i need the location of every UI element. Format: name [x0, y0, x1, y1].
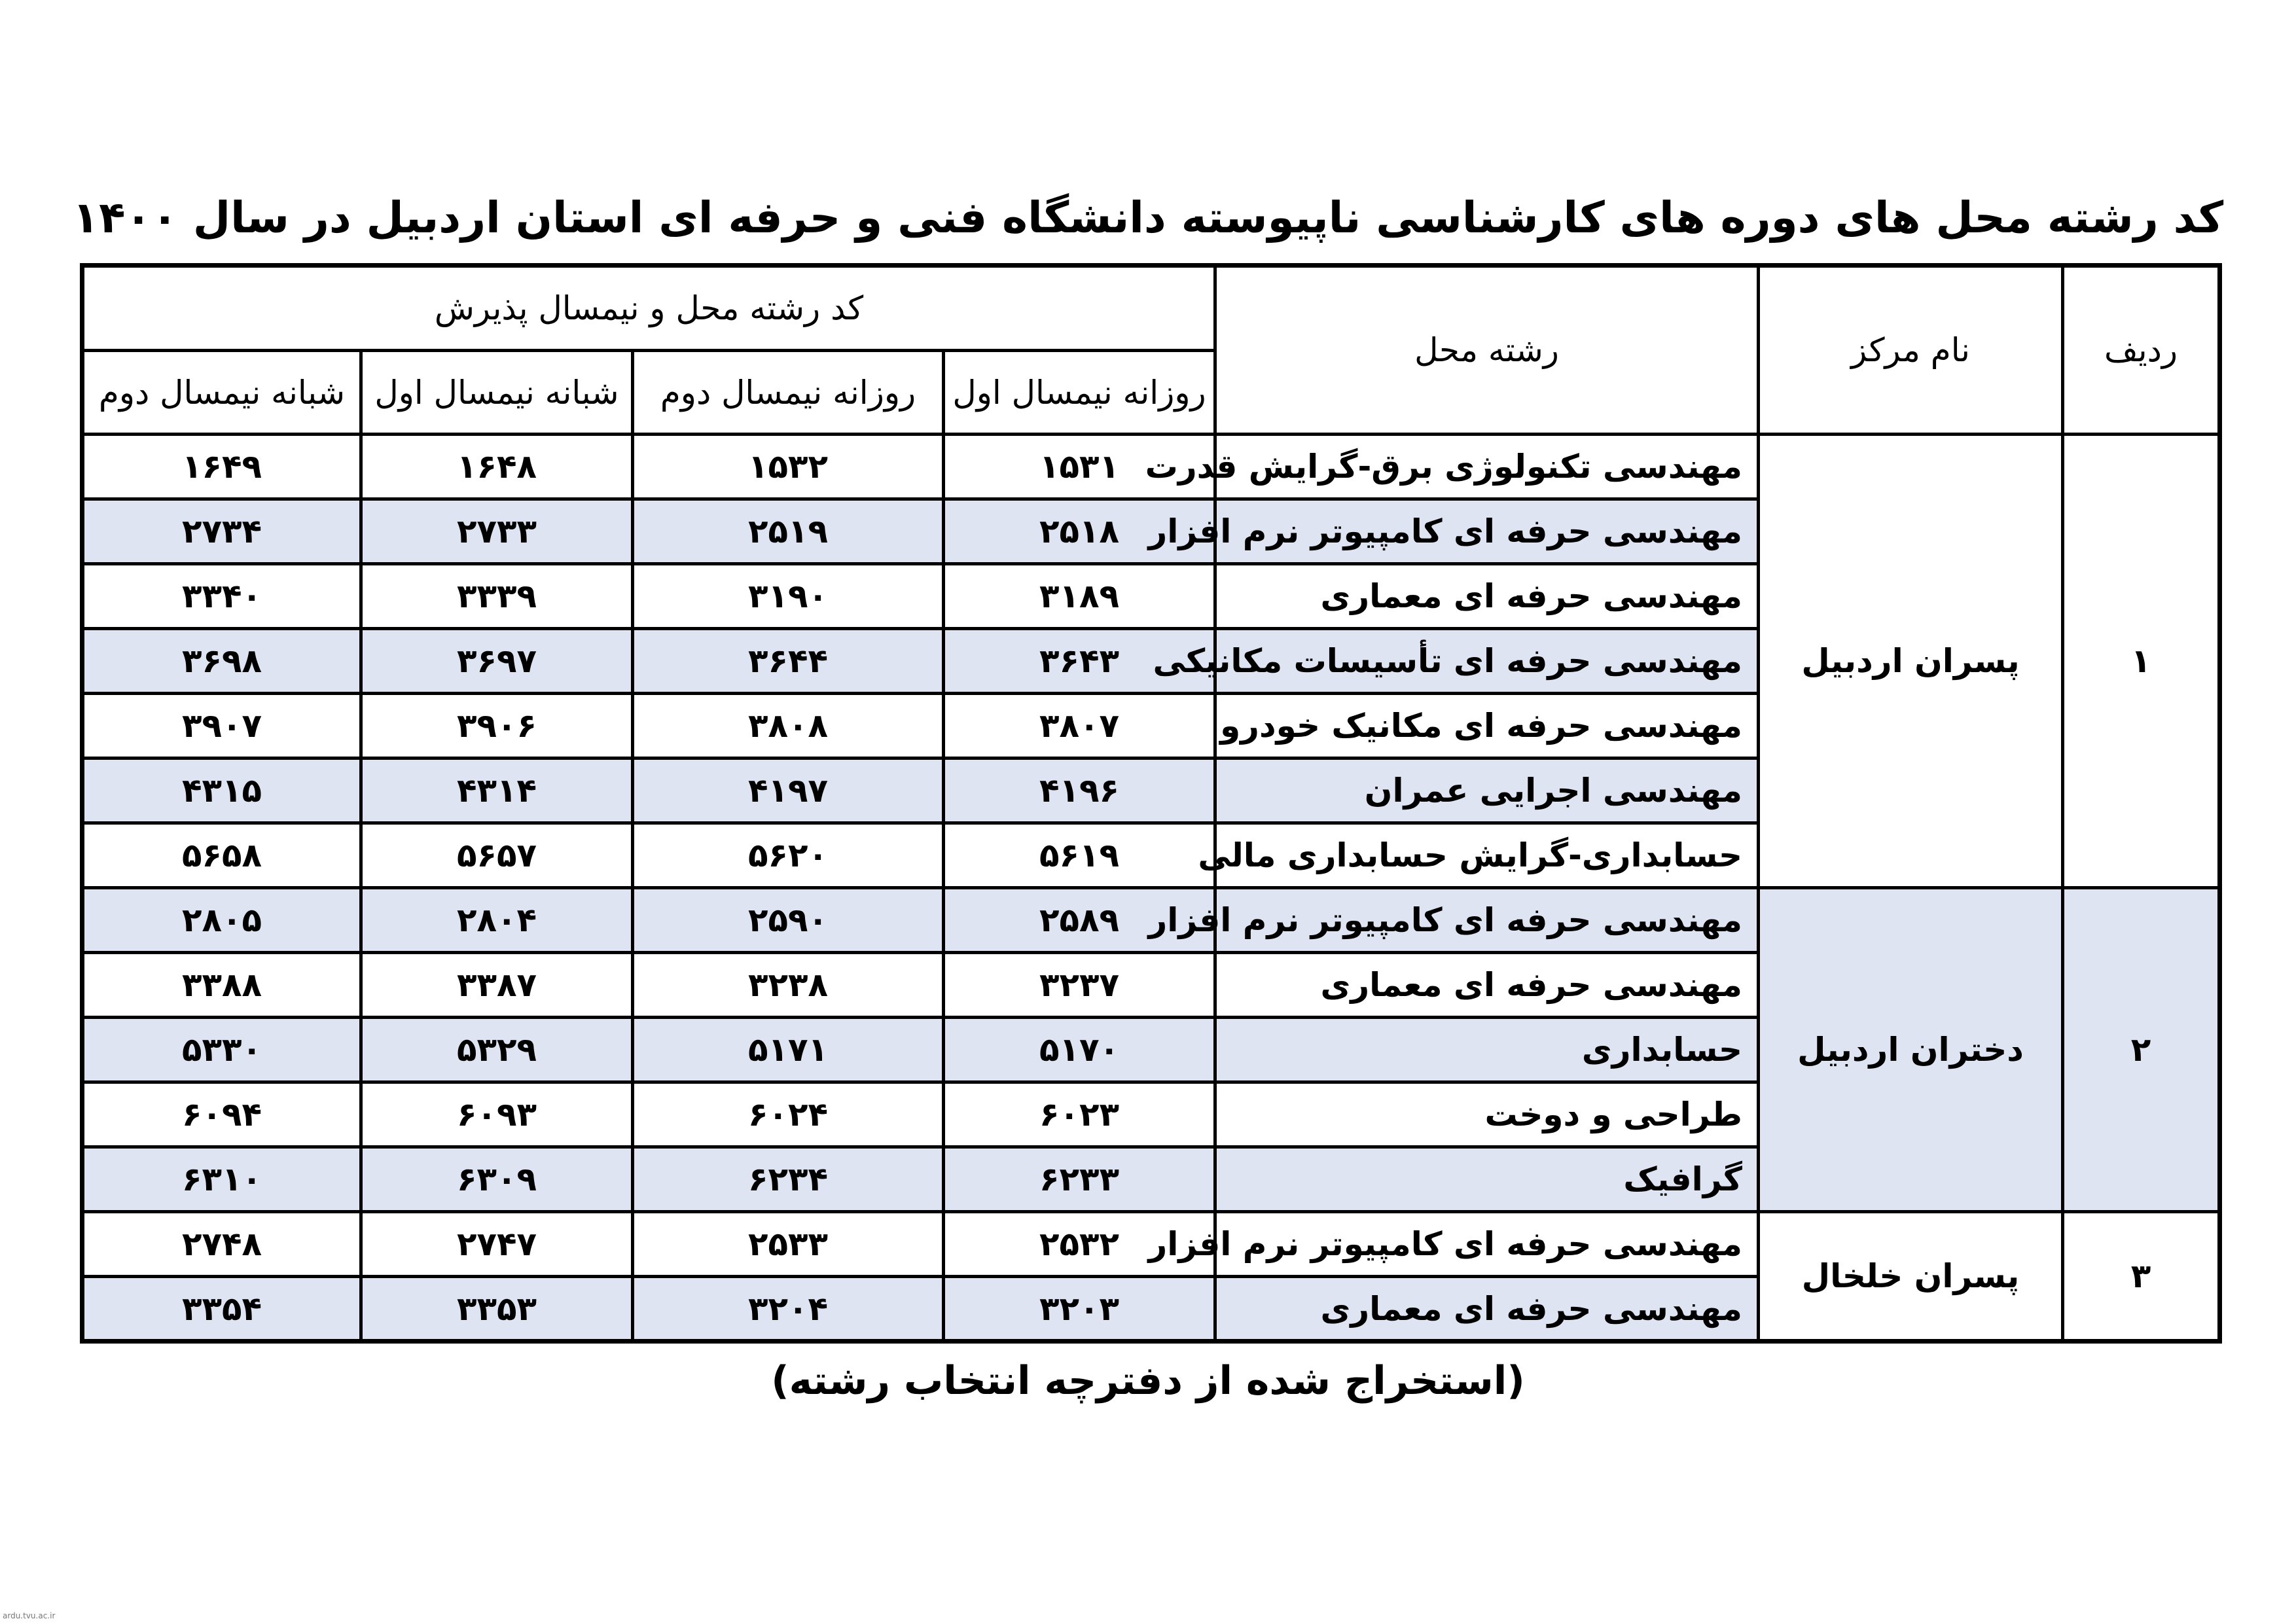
code-cell-day-first: ۳۶۴۳ [944, 629, 1215, 694]
header-major: رشته محل [1215, 266, 1759, 435]
code-cell-day-second: ۲۵۱۹ [633, 499, 944, 564]
major-cell: حسابداری [1215, 1018, 1759, 1082]
code-cell-day-first: ۳۸۰۷ [944, 694, 1215, 758]
center-name-cell: پسران اردبیل [1759, 435, 2063, 888]
code-cell-evening-second: ۵۳۳۰ [82, 1018, 361, 1082]
major-cell: مهندسی اجرایی عمران [1215, 758, 1759, 823]
code-cell-evening-second: ۳۳۴۰ [82, 564, 361, 629]
code-cell-evening-second: ۲۷۴۸ [82, 1212, 361, 1277]
table-row [82, 888, 2220, 953]
code-cell-evening-second: ۴۳۱۵ [82, 758, 361, 823]
watermark: ardu.tvu.ac.ir [3, 1611, 56, 1620]
code-cell-evening-second: ۲۷۳۴ [82, 499, 361, 564]
code-cell-evening-first: ۲۷۳۳ [361, 499, 633, 564]
table-row [82, 435, 2220, 499]
code-cell-day-first: ۲۵۸۹ [944, 888, 1215, 953]
code-cell-day-second: ۴۱۹۷ [633, 758, 944, 823]
code-cell-evening-first: ۵۳۲۹ [361, 1018, 633, 1082]
code-cell-evening-second: ۳۳۵۴ [82, 1277, 361, 1342]
page-title: کد رشته محل های دوره های کارشناسی ناپیوسته دانشگاه فنی و حرفه ای استان اردبیل در سال ۱۴۰۰ [72, 192, 2224, 243]
code-cell-day-second: ۱۵۳۲ [633, 435, 944, 499]
code-cell-evening-second: ۳۹۰۷ [82, 694, 361, 758]
header-code-group: کد رشته محل و نیمسال پذیرش [82, 266, 1215, 351]
code-cell-day-first: ۲۵۳۲ [944, 1212, 1215, 1277]
major-cell: مهندسی حرفه ای معماری [1215, 564, 1759, 629]
row-number-cell: ۲ [2063, 888, 2220, 1212]
code-cell-evening-first: ۳۹۰۶ [361, 694, 633, 758]
major-cell: مهندسی حرفه ای معماری [1215, 953, 1759, 1018]
code-cell-evening-first: ۵۶۵۷ [361, 823, 633, 888]
code-cell-evening-first: ۲۷۴۷ [361, 1212, 633, 1277]
code-cell-day-second: ۳۱۹۰ [633, 564, 944, 629]
code-cell-evening-first: ۳۳۳۹ [361, 564, 633, 629]
row-number-cell: ۱ [2063, 435, 2220, 888]
code-cell-day-second: ۵۱۷۱ [633, 1018, 944, 1082]
code-cell-evening-first: ۳۶۹۷ [361, 629, 633, 694]
center-name-cell: پسران خلخال [1759, 1212, 2063, 1342]
major-cell: مهندسی حرفه ای معماری [1215, 1277, 1759, 1342]
code-cell-day-second: ۳۲۳۸ [633, 953, 944, 1018]
code-cell-day-first: ۴۱۹۶ [944, 758, 1215, 823]
code-cell-evening-first: ۳۳۵۳ [361, 1277, 633, 1342]
code-cell-day-second: ۲۵۳۳ [633, 1212, 944, 1277]
major-cell: حسابداری-گرایش حسابداری مالی [1215, 823, 1759, 888]
code-cell-day-first: ۳۲۰۳ [944, 1277, 1215, 1342]
major-cell: طراحی و دوخت [1215, 1082, 1759, 1147]
code-cell-day-first: ۵۱۷۰ [944, 1018, 1215, 1082]
code-cell-day-second: ۳۲۰۴ [633, 1277, 944, 1342]
major-cell: مهندسی حرفه ای تأسیسات مکانیکی [1215, 629, 1759, 694]
code-cell-day-second: ۶۰۲۴ [633, 1082, 944, 1147]
major-cell: مهندسی حرفه ای مکانیک خودرو [1215, 694, 1759, 758]
code-cell-evening-first: ۲۸۰۴ [361, 888, 633, 953]
major-cell: مهندسی حرفه ای کامپیوتر نرم افزار [1215, 499, 1759, 564]
major-codes-table [80, 263, 2222, 1344]
code-cell-day-first: ۵۶۱۹ [944, 823, 1215, 888]
code-cell-day-second: ۳۸۰۸ [633, 694, 944, 758]
center-name-cell: دختران اردبیل [1759, 888, 2063, 1212]
major-cell: گرافیک [1215, 1147, 1759, 1212]
code-cell-evening-first: ۳۳۸۷ [361, 953, 633, 1018]
code-cell-day-first: ۳۲۳۷ [944, 953, 1215, 1018]
code-cell-evening-second: ۳۶۹۸ [82, 629, 361, 694]
code-cell-evening-first: ۴۳۱۴ [361, 758, 633, 823]
code-cell-evening-second: ۳۳۸۸ [82, 953, 361, 1018]
code-cell-day-second: ۲۵۹۰ [633, 888, 944, 953]
header-center-name: نام مرکز [1759, 266, 2063, 435]
code-cell-day-first: ۳۱۸۹ [944, 564, 1215, 629]
code-cell-day-second: ۶۲۳۴ [633, 1147, 944, 1212]
header-evening-first: شبانه نیمسال اول [361, 351, 633, 435]
code-cell-evening-first: ۱۶۴۸ [361, 435, 633, 499]
code-cell-evening-second: ۱۶۴۹ [82, 435, 361, 499]
code-cell-evening-second: ۵۶۵۸ [82, 823, 361, 888]
table-row [82, 1212, 2220, 1277]
header-row-number: ردیف [2063, 266, 2220, 435]
header-day-second: روزانه نیمسال دوم [633, 351, 944, 435]
code-cell-day-first: ۱۵۳۱ [944, 435, 1215, 499]
code-cell-evening-first: ۶۳۰۹ [361, 1147, 633, 1212]
major-cell: مهندسی حرفه ای کامپیوتر نرم افزار [1215, 888, 1759, 953]
table-header-row [82, 266, 2220, 351]
code-cell-evening-second: ۶۰۹۴ [82, 1082, 361, 1147]
code-cell-evening-second: ۲۸۰۵ [82, 888, 361, 953]
code-cell-evening-second: ۶۳۱۰ [82, 1147, 361, 1212]
major-cell: مهندسی حرفه ای کامپیوتر نرم افزار [1215, 1212, 1759, 1277]
code-cell-evening-first: ۶۰۹۳ [361, 1082, 633, 1147]
code-cell-day-first: ۶۲۳۳ [944, 1147, 1215, 1212]
code-cell-day-first: ۲۵۱۸ [944, 499, 1215, 564]
code-cell-day-second: ۳۶۴۴ [633, 629, 944, 694]
row-number-cell: ۳ [2063, 1212, 2220, 1342]
code-cell-day-second: ۵۶۲۰ [633, 823, 944, 888]
source-note: (استخراج شده از دفترچه انتخاب رشته) [771, 1358, 1525, 1404]
header-day-first: روزانه نیمسال اول [944, 351, 1215, 435]
code-cell-day-first: ۶۰۲۳ [944, 1082, 1215, 1147]
major-cell: مهندسی تکنولوژی برق-گرایش قدرت [1215, 435, 1759, 499]
header-evening-second: شبانه نیمسال دوم [82, 351, 361, 435]
